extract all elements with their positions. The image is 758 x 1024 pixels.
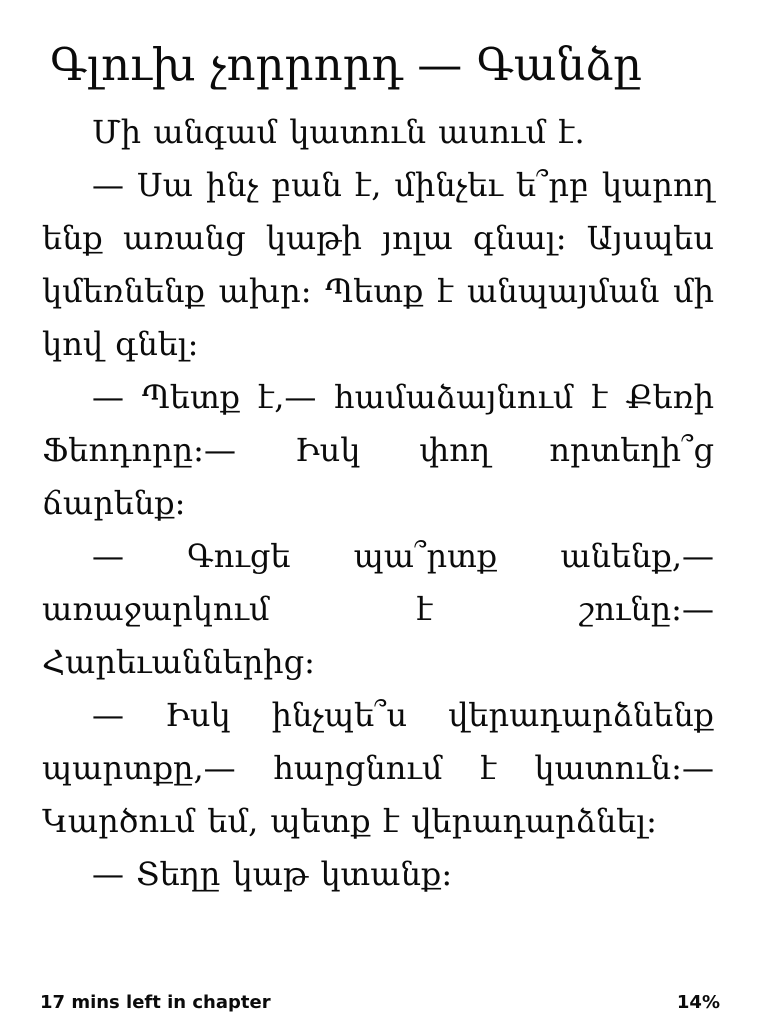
text-paragraph: — Իսկ ինչպե՞ս վերադարձնենք պարտքը,— հարցնում է կատուն։— Կարծում եմ, պետք է վերադարձնել։ — [42, 696, 714, 840]
text-paragraph: — Պետք է,— համաձայնում է Քեռի Ֆեոդորը։— Իսկ փող որտեղի՞ց ճարենք։ — [42, 378, 714, 522]
text-paragraph: — Սա ինչ բան է, մինչեւ ե՞րբ կարող ենք առանց կաթի յոլա գնալ։ Այսպես կմեռնենք ախր։ Պետք է անպայման մի կով գնել։ — [42, 166, 714, 363]
reading-content — [42, 36, 714, 901]
text-paragraph: — Գուցե պա՞րտք անենք,— առաջարկում է շունը։— Հարեւաններից։ — [42, 537, 714, 681]
reading-progress-percent: 14% — [676, 992, 720, 1013]
reading-progress-footer — [40, 992, 720, 1013]
chapter-title: Գլուխ չորրորդ — Գանձը — [50, 38, 643, 91]
text-paragraph: — Տեղը կաթ կտանք։ — [92, 855, 453, 893]
chapter-time-remaining: 17 mins left in chapter — [40, 992, 271, 1013]
text-paragraph: Մի անգամ կատուն ասում է. — [92, 113, 585, 151]
